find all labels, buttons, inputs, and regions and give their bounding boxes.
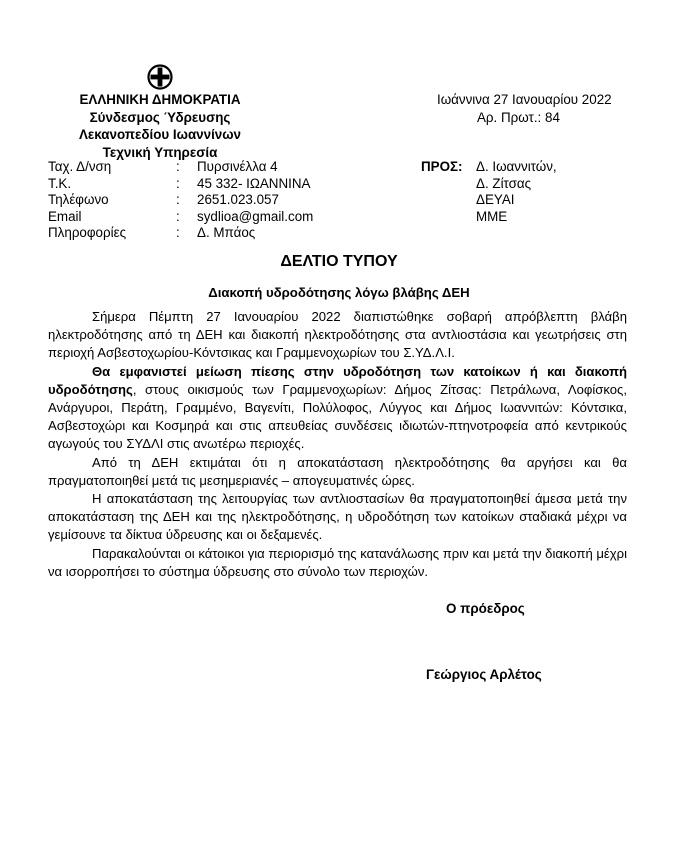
contact-details	[48, 159, 348, 242]
contact-separator: :	[176, 192, 180, 208]
contact-label: Email	[48, 208, 82, 224]
recipients-label: ΠΡΟΣ:	[421, 159, 463, 174]
department-name: Τεχνική Υπηρεσία	[102, 144, 218, 160]
recipient-item: ΜΜΕ	[476, 208, 508, 224]
contact-separator: :	[176, 159, 180, 174]
contact-label: Τηλέφωνο	[48, 192, 109, 208]
contact-row-address	[48, 159, 348, 176]
organization-name-line2: Λεκανοπεδίου Ιωαννίνων	[78, 127, 242, 142]
contact-value: Δ. Μπάος	[197, 225, 256, 241]
contact-label: Ταχ. Δ/νση	[48, 159, 112, 174]
contact-value: 2651.023.057	[197, 192, 279, 208]
contact-label: Πληροφορίες	[48, 225, 127, 241]
contact-row-info	[48, 225, 348, 242]
paragraph-1: Σήμερα Πέμπτη 27 Ιανουαρίου 2022 διαπιστώθηκε σοβαρή απρόβλεπτη βλάβη ηλεκτροδότησης από τη ΔΕΗ και διακοπή ηλεκτροδότησης στα αντλιοστάσια και γεωτρήσεις στη περιοχή Ασβεστοχωρίου-Κόντσικας και Γραμμενοχωρίων του Σ.ΥΔ.Λ.Ι.	[48, 309, 627, 361]
press-release-body	[48, 308, 627, 581]
paragraph-4: Η αποκατάσταση της λειτουργίας των αντλιοστασίων θα πραγματοποιηθεί άμεσα μετά την αποκατάσταση της ΔΕΗ και της ηλεκτροδότησης, η υδροδότηση των κατοίκων σταδιακά μέχρι να γεμίσουνε τα δίκτυα ύδρευσης και οι δεξαμενές.	[48, 491, 627, 543]
contact-separator: :	[176, 175, 180, 191]
recipient-item: Δ. Ιωαννιτών,	[476, 159, 557, 174]
paragraph-5: Παρακαλούνται οι κάτοικοι για περιορισμό της κατανάλωσης πριν και μετά την διακοπή μέχρι να ισορροπήσει το σύστημα ύδρευσης στο σύνολο των περιοχών.	[48, 545, 627, 579]
signatory-name: Γεώργιος Αρλέτος	[426, 667, 542, 682]
contact-value: 45 332- ΙΩΑΝΝΙΝΑ	[197, 175, 311, 191]
recipients-list	[476, 159, 557, 225]
country-name: ΕΛΛΗΝΙΚΗ ΔΗΜΟΚΡΑΤΙΑ	[79, 92, 241, 107]
recipient-item: ΔΕΥΑΙ	[476, 192, 515, 208]
paragraph-2-rest: , στους οικισμούς των Γραμμενοχωρίων: Δήμος Ζίτσας: Πετράλωνα, Λοφίσκος, Ανάργυροι, Περάτη, Γραμμένο, Βαγενίτι, Πολύλοφος, Λύγγος και Δήμος Ιωαννιτών: Κόντσικα, Ασβεστοχώρι και Κοσμηρά και στις απευθείας συνδέσεις ιδιωτών-πτηνοτροφεία από κεντρικούς αγωγούς του ΣΥΔΛΙ στις ανωτέρω περιοχές.	[48, 381, 627, 452]
protocol-number: Αρ. Πρωτ.: 84	[477, 110, 560, 125]
paragraph-2	[48, 363, 627, 454]
document-title: ΔΕΛΤΙΟ ΤΥΠΟΥ	[280, 253, 398, 270]
contact-value-email: sydlioa@gmail.com	[197, 208, 314, 224]
contact-label: Τ.Κ.	[48, 175, 72, 191]
recipient-item: Δ. Ζίτσας	[476, 175, 532, 191]
organization-name-line1: Σύνδεσμος Ύδρευσης	[89, 109, 231, 125]
greek-cross-emblem-icon	[147, 64, 173, 90]
signatory-role: Ο πρόεδρος	[446, 601, 525, 616]
document-subtitle: Διακοπή υδροδότησης λόγω βλάβης ΔΕΗ	[208, 285, 470, 300]
document-date: Ιωάννινα 27 Ιανουαρίου 2022	[437, 92, 612, 107]
issuer-block	[62, 91, 258, 161]
contact-separator: :	[176, 225, 180, 241]
paragraph-2-emphasis: Θα εμφανιστεί μείωση πίεσης στην υδροδότηση των κατοίκων ή και διακοπή υδροδότησης	[48, 363, 627, 397]
contact-value: Πυρσινέλλα 4	[197, 159, 278, 174]
contact-row-phone	[48, 192, 348, 209]
contact-separator: :	[176, 208, 180, 224]
paragraph-3: Από τη ΔΕΗ εκτιμάται ότι η αποκατάσταση ηλεκτροδότησης θα αργήσει και θα πραγματοποιηθεί μετά τις μεσημεριανές – απογευματινές ώρες.	[48, 454, 627, 488]
contact-row-email	[48, 209, 348, 226]
contact-row-postcode	[48, 176, 348, 193]
